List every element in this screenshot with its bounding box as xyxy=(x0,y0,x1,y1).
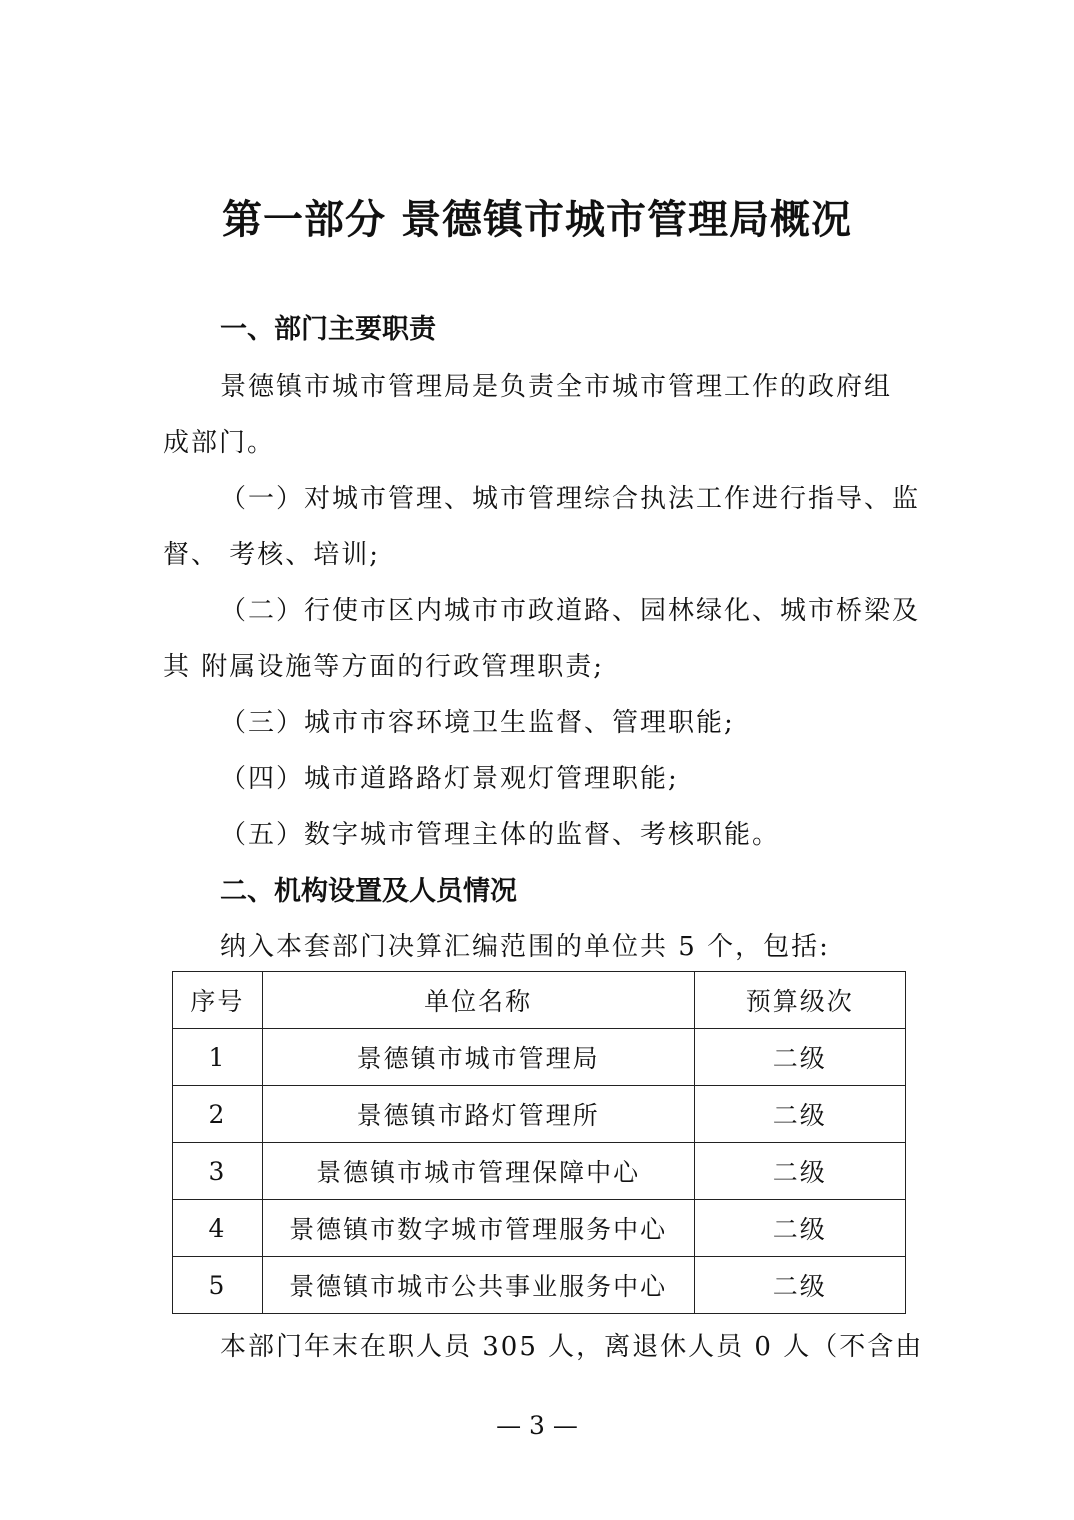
duty-item-3: （三）城市市容环境卫生监督、管理职能; xyxy=(220,708,735,738)
duty-item-2-line-2: 其 附属设施等方面的行政管理职责; xyxy=(163,652,605,682)
page-number: — 3 — xyxy=(496,1411,578,1440)
row-unit-name: 景德镇市城市公共事业服务中心 xyxy=(262,1257,694,1314)
section-heading-responsibilities: 一、部门主要职责 xyxy=(220,314,436,345)
units-intro: 纳入本套部门决算汇编范围的单位共 5 个，包括: xyxy=(220,932,830,962)
staff-paragraph: 本部门年末在职人员 305 人，离退休人员 0 人（不含由 xyxy=(220,1332,924,1362)
row-budget-level: 二级 xyxy=(694,1029,905,1086)
table-row xyxy=(173,1029,906,1086)
row-budget-level: 二级 xyxy=(694,1257,905,1314)
units-table xyxy=(172,971,906,1314)
table-row xyxy=(173,1086,906,1143)
table-header-row xyxy=(173,972,906,1029)
row-index: 1 xyxy=(173,1029,263,1086)
row-index: 4 xyxy=(173,1200,263,1257)
row-unit-name: 景德镇市路灯管理所 xyxy=(262,1086,694,1143)
row-budget-level: 二级 xyxy=(694,1143,905,1200)
row-budget-level: 二级 xyxy=(694,1200,905,1257)
row-index: 2 xyxy=(173,1086,263,1143)
duty-item-5: （五）数字城市管理主体的监督、考核职能。 xyxy=(220,820,781,850)
row-index: 5 xyxy=(173,1257,263,1314)
intro-paragraph-line-1: 景德镇市城市管理局是负责全市城市管理工作的政府组 xyxy=(220,372,893,402)
row-budget-level: 二级 xyxy=(694,1086,905,1143)
section-heading-organization: 二、机构设置及人员情况 xyxy=(220,876,517,907)
header-unit-name: 单位名称 xyxy=(262,972,694,1029)
duty-item-1-line-1: （一）对城市管理、城市管理综合执法工作进行指导、监 xyxy=(220,484,921,514)
row-index: 3 xyxy=(173,1143,263,1200)
row-unit-name: 景德镇市城市管理保障中心 xyxy=(262,1143,694,1200)
header-budget-level: 预算级次 xyxy=(694,972,905,1029)
row-unit-name: 景德镇市城市管理局 xyxy=(262,1029,694,1086)
page-title: 第一部分 景德镇市城市管理局概况 xyxy=(222,197,852,243)
header-index: 序号 xyxy=(173,972,263,1029)
row-unit-name: 景德镇市数字城市管理服务中心 xyxy=(262,1200,694,1257)
table-row xyxy=(173,1143,906,1200)
table-row xyxy=(173,1200,906,1257)
duty-item-2-line-1: （二）行使市区内城市市政道路、园林绿化、城市桥梁及 xyxy=(220,596,921,626)
duty-item-1-line-2: 督、 考核、培训; xyxy=(163,540,381,570)
duty-item-4: （四）城市道路路灯景观灯管理职能; xyxy=(220,764,679,794)
table-row xyxy=(173,1257,906,1314)
intro-paragraph-line-2: 成部门。 xyxy=(163,428,276,458)
